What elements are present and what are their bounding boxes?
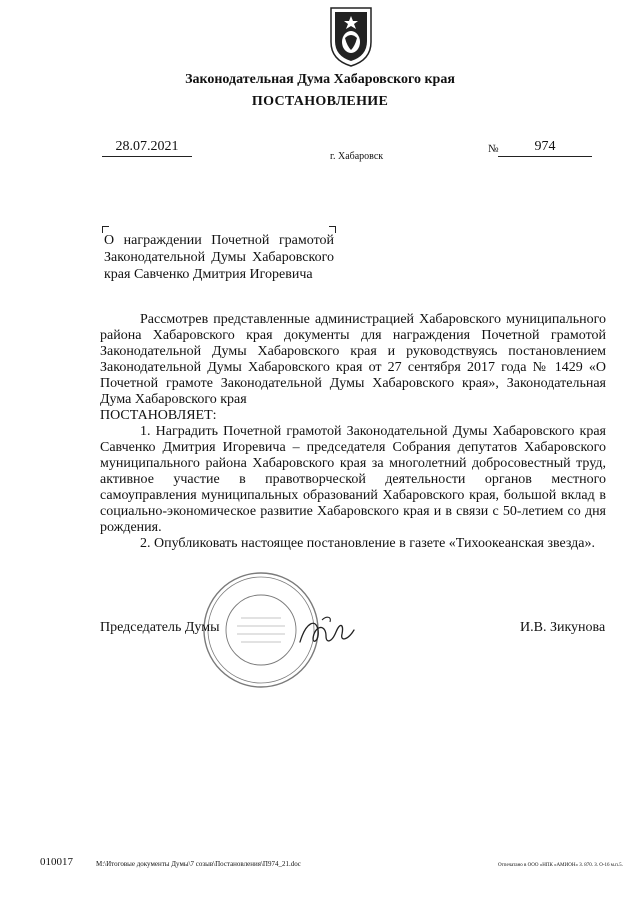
document-city: г. Хабаровск [330,151,384,162]
document-subject [104,232,334,283]
subject-line: Законодательной Думы Хабаровского [104,250,334,265]
footer-printer-mark: Отпечатано в ООО «НПК «АМИОН» З. 870. З. О-16 м.п.5. [498,863,623,868]
resolves-heading: ПОСТАНОВЛЯЕТ: [100,408,217,423]
document-number: 974 [498,139,592,157]
signatory-role: Председатель Думы [100,620,220,635]
footer-file-path: М:\Итоговые документы Думы\7 созыв\Постановления\П974_21.doc [96,860,301,868]
footer-code: 010017 [40,856,73,868]
handwritten-signature [296,612,356,652]
signatory-name: И.В. Зикунова [520,620,606,635]
number-sign: № [488,143,499,155]
coat-of-arms-emblem [328,4,374,68]
document-date: 28.07.2021 [102,139,192,157]
resolution-item-1: 1. Наградить Почетной грамотой Законодательной Думы Хабаровского края Савченко Дмитрия Игоревича – председателя Собрания депутатов Хабаровского муниципального района Хабаровского края за многолетний добросовестный труд, активное участие в правотворческой деятельности органов местного самоуправления муниципальных образований Хабаровского края, большой вклад в социально-экономическое развитие Хабаровского края и в связи с 50-летием со дня рождения. [100,424,606,535]
subject-line: О награждении Почетной грамотой [104,233,334,248]
document-body [100,312,606,552]
resolution-item-2: 2. Опубликовать настоящее постановление в газете «Тихоокеанская звезда». [140,536,596,551]
subject-bracket-left [102,226,109,233]
subject-line: края Савченко Дмитрия Игоревича [104,267,313,282]
subject-bracket-right [329,226,336,233]
document-type: ПОСТАНОВЛЕНИЕ [251,94,389,109]
preamble-paragraph: Рассмотрев представленные администрацией Хабаровского муниципального района Хабаровского края документы для награждения Почетной грамотой Законодательной Думы Хабаровского края и руководствуясь постановлением Законодательной Думы Хабаровского края от 27 сентября 2017 года № 1429 «О Почетной грамоте Законодательной Думы Хабаровского края», Законодательная Дума Хабаровского края [100,312,606,407]
organization-name: Законодательная Дума Хабаровского края [185,72,455,87]
